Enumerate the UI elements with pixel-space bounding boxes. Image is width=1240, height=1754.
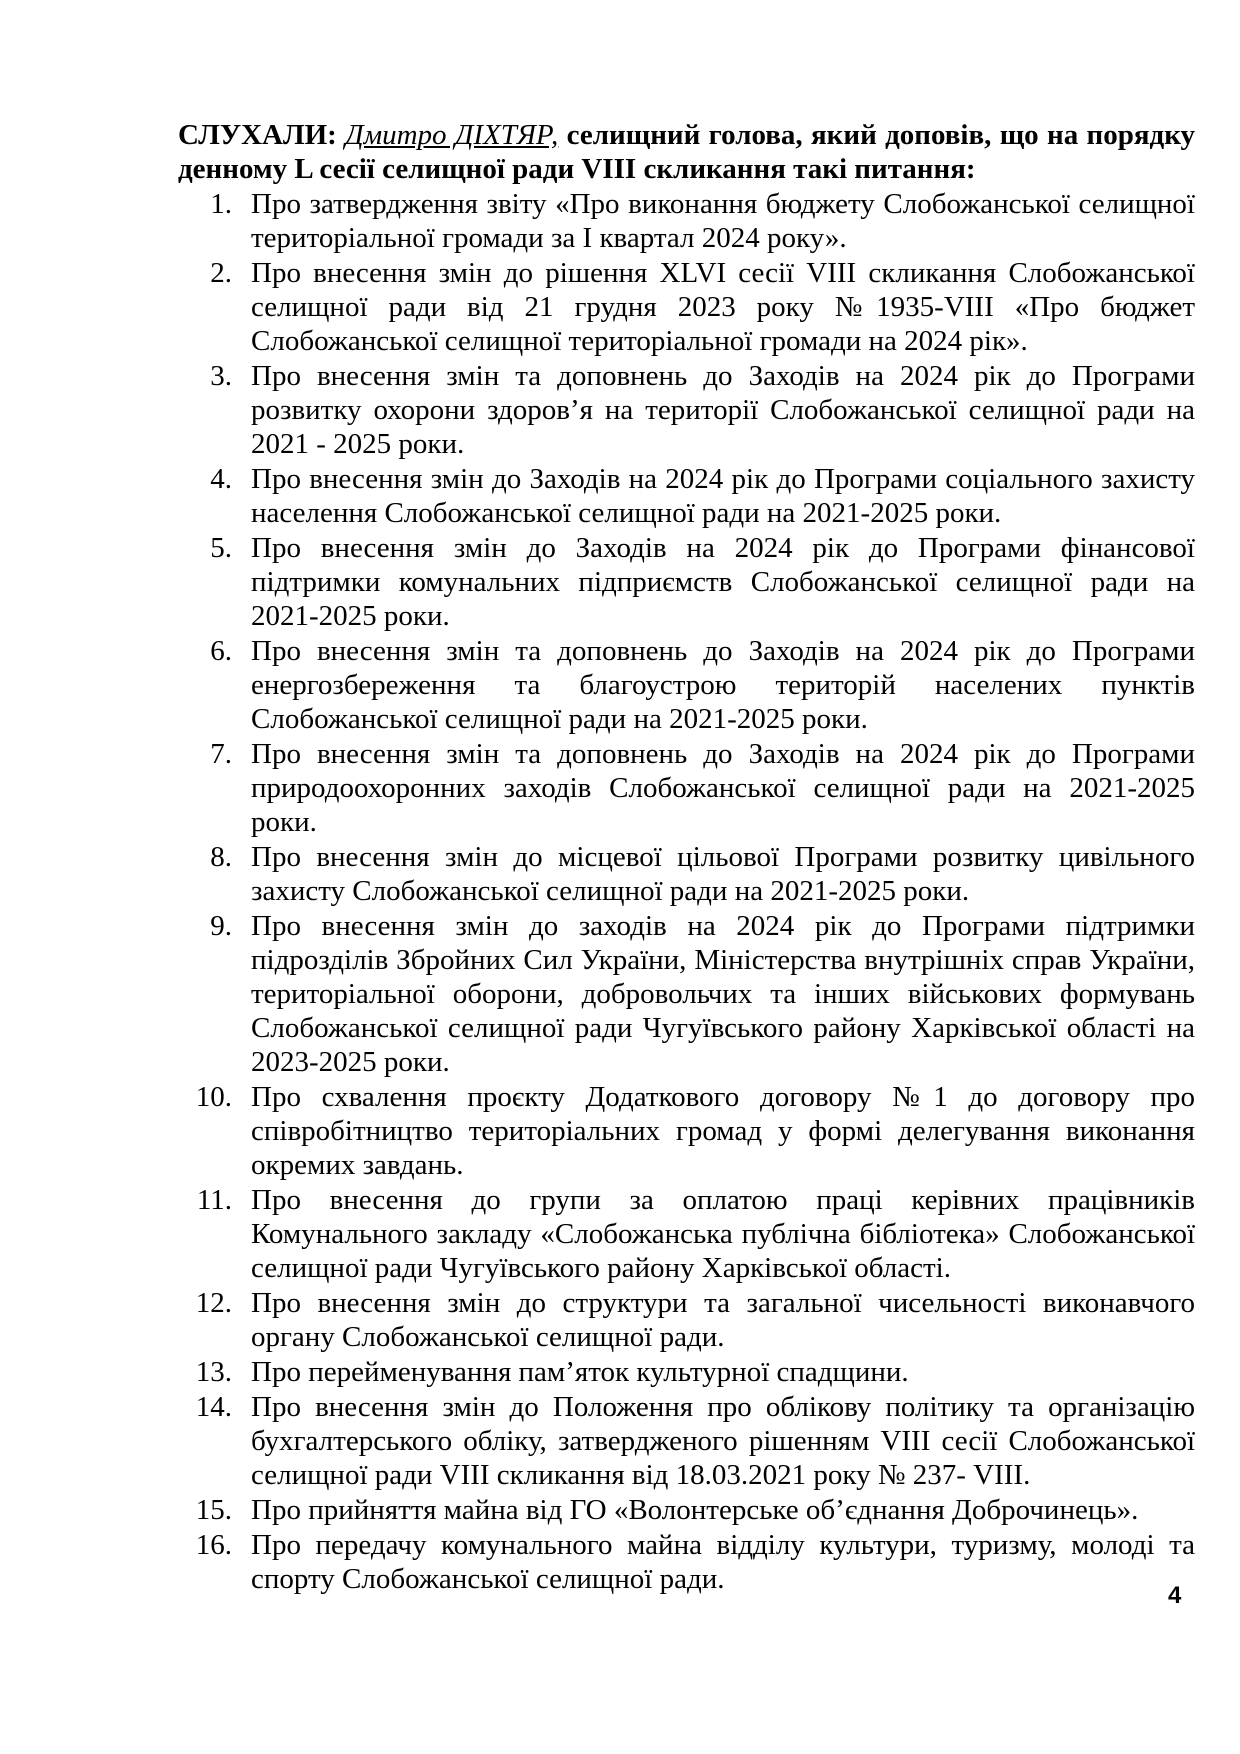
agenda-item-text: Про внесення до групи за оплатою праці керівних працівників Комунального закладу «Слобожанська публічна бібліотека» Слобожанської селищної ради Чугуївського району Харківської області.: [251, 1184, 1195, 1284]
agenda-item: [178, 634, 1195, 736]
agenda-item-text: Про внесення змін та доповнень до Заходів на 2024 рік до Програми енергозбереження та благоустрою територій населених пунктів Слобожанської селищної ради на 2021-2025 роки.: [251, 635, 1195, 735]
agenda-item-text: Про внесення змін до заходів на 2024 рік до Програми підтримки підрозділів Збройних Сил України, Міністерства внутрішніх справ України, територіальної оборони, добровольчих та інших військових формувань Слобожанської селищної ради Чугуївського району Харківської області на 2023-2025 роки.: [251, 910, 1195, 1078]
agenda-item-number: 16.: [195, 1529, 232, 1561]
agenda-item-text: Про затвердження звіту «Про виконання бюджету Слобожанської селищної територіальної громади за І квартал 2024 року».: [251, 188, 1195, 254]
agenda-item: [178, 531, 1195, 633]
speaker-name: Дмитро ДІХТЯР,: [345, 119, 559, 151]
agenda-item-number: 6.: [210, 635, 232, 667]
agenda-item-number: 14.: [195, 1391, 232, 1423]
agenda-item-number: 2.: [210, 257, 232, 289]
agenda-item: [178, 1355, 1195, 1389]
agenda-item-number: 8.: [210, 841, 232, 873]
agenda-item: [178, 1390, 1195, 1492]
intro-paragraph: [178, 118, 1195, 186]
agenda-item-text: Про внесення змін та доповнень до Заходів на 2024 рік до Програми природоохоронних заходів Слобожанської селищної ради на 2021-2025 роки.: [251, 738, 1195, 838]
agenda-item-number: 9.: [210, 910, 232, 942]
heard-label: СЛУХАЛИ:: [178, 119, 337, 151]
agenda-item-text: Про схвалення проєкту Додаткового договору №1 до договору про співробітництво територіальних громад у формі делегування виконання окремих завдань.: [251, 1081, 1195, 1181]
agenda-item-number: 4.: [210, 463, 232, 495]
agenda-list: [178, 187, 1195, 1596]
agenda-item-number: 15.: [195, 1494, 232, 1526]
agenda-item-number: 5.: [210, 532, 232, 564]
agenda-item: [178, 1080, 1195, 1182]
agenda-item-number: 11.: [196, 1184, 232, 1216]
agenda-item-text: Про внесення змін до місцевої цільової Програми розвитку цивільного захисту Слобожанської селищної ради на 2021-2025 роки.: [251, 841, 1195, 907]
agenda-item: [178, 1286, 1195, 1354]
agenda-item-number: 3.: [210, 360, 232, 392]
agenda-item-number: 12.: [195, 1287, 232, 1319]
agenda-item-text: Про внесення змін до Заходів на 2024 рік до Програми соціального захисту населення Слобожанської селищної ради на 2021-2025 роки.: [251, 463, 1195, 529]
agenda-item: [178, 1493, 1195, 1527]
agenda-item: [178, 909, 1195, 1079]
agenda-item-number: 7.: [210, 738, 232, 770]
agenda-item: [178, 737, 1195, 839]
agenda-item-number: 13.: [195, 1356, 232, 1388]
document-page: [178, 118, 1195, 1596]
intro-text: селищний голова, який доповів, що на порядку денному L сесії селищної ради VIII скликання такі питання:: [178, 119, 1196, 185]
agenda-item-number: 1.: [210, 188, 232, 220]
agenda-item-text: Про перейменування пам’яток культурної спадщини.: [251, 1356, 909, 1388]
agenda-item-text: Про прийняття майна від ГО «Волонтерське об’єднання Доброчинець».: [251, 1494, 1139, 1526]
agenda-item-text: Про внесення змін до Заходів на 2024 рік до Програми фінансової підтримки комунальних підприємств Слобожанської селищної ради на 2021-2025 роки.: [251, 532, 1195, 632]
agenda-item: [178, 359, 1195, 461]
agenda-item: [178, 1528, 1195, 1596]
agenda-item: [178, 187, 1195, 255]
page-number: 4: [1168, 1582, 1182, 1609]
agenda-item: [178, 256, 1195, 358]
agenda-item-text: Про внесення змін до рішення XLVI сесії VIII скликання Слобожанської селищної ради від 21 грудня 2023 року №1935-VIII «Про бюджет Слобожанської селищної територіальної громади на 2024 рік».: [251, 257, 1195, 357]
agenda-item-text: Про передачу комунального майна відділу культури, туризму, молоді та спорту Слобожанської селищної ради.: [251, 1529, 1195, 1595]
agenda-item-text: Про внесення змін до Положення про облікову політику та організацію бухгалтерського обліку, затвердженого рішенням VIII сесії Слобожанської селищної ради VIII скликання від 18.03.2021 року № 237- VIII.: [251, 1391, 1195, 1491]
agenda-item-text: Про внесення змін до структури та загальної чисельності виконавчого органу Слобожанської селищної ради.: [251, 1287, 1195, 1353]
agenda-item: [178, 1183, 1195, 1285]
agenda-item: [178, 462, 1195, 530]
agenda-item-text: Про внесення змін та доповнень до Заходів на 2024 рік до Програми розвитку охорони здоров’я на території Слобожанської селищної ради на 2021 - 2025 роки.: [251, 360, 1195, 460]
agenda-item-number: 10.: [195, 1081, 232, 1113]
agenda-item: [178, 840, 1195, 908]
